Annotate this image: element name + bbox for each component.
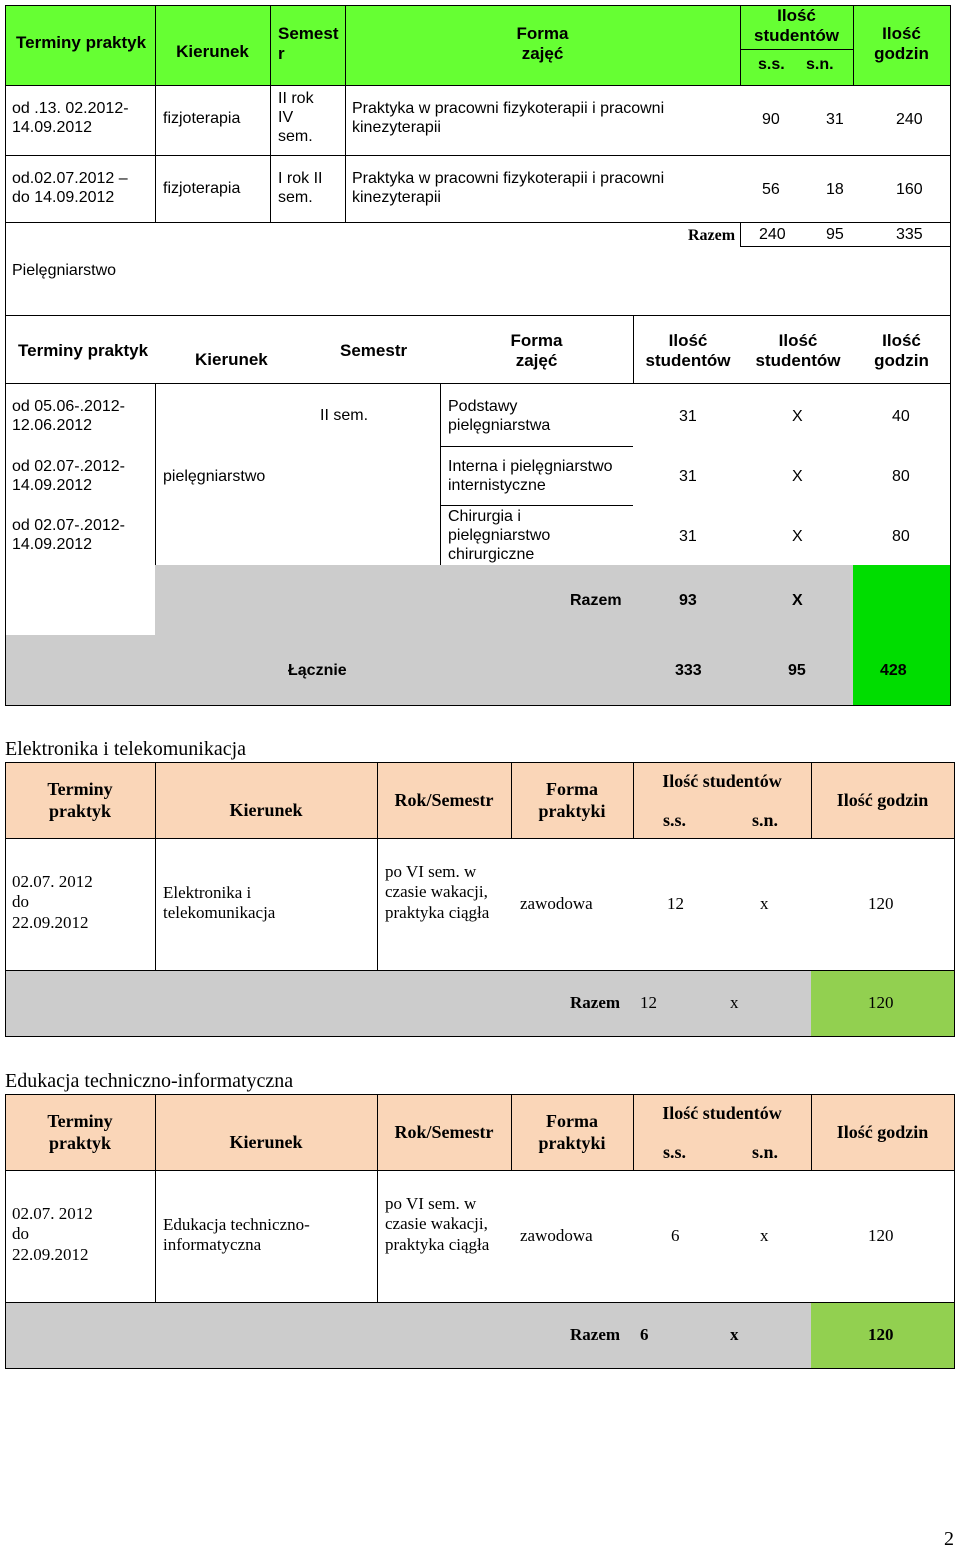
eti-razem-bg — [5, 1302, 811, 1368]
et-razem-ss: 12 — [640, 993, 657, 1012]
fizjo-row1-kierunek: fizjoterapia — [163, 110, 241, 127]
piel-razem-st1: 93 — [679, 592, 697, 609]
et-row-sn: x — [760, 894, 769, 913]
et-razem-bg — [5, 970, 811, 1036]
piel-razem-bg — [155, 565, 853, 705]
piel-razem-label: Razem — [570, 592, 622, 609]
piel-header-ilosc-studentow-1: Ilość studentów — [645, 331, 731, 371]
fizjo-row2-sn: 18 — [826, 181, 844, 198]
fizjo-row2-godzin: 160 — [896, 181, 923, 198]
piel-row3-st1: 31 — [679, 528, 697, 545]
piel-row3-st2: X — [792, 528, 803, 545]
piel-row1-forma: Podstawy pielęgniarstwa — [448, 398, 551, 435]
fizjo-row1-ss: 90 — [762, 111, 780, 128]
fizjo-razem-ss: 240 — [759, 226, 786, 243]
et-header-ss: s.s. — [663, 810, 687, 830]
page-number: 2 — [944, 1528, 954, 1550]
fizjo-razem-godzin: 335 — [896, 226, 923, 243]
fizjo-row2-forma: Praktyka w pracowni fizykoterapii i pracowni kinezyterapii — [352, 170, 665, 207]
piel-header-kierunek: Kierunek — [195, 350, 268, 369]
eti-title: Edukacja techniczno-informatyczna — [5, 1070, 294, 1092]
eti-razem-sn: x — [730, 1325, 739, 1344]
piel-green-cell — [853, 565, 950, 705]
piel-header-terminy: Terminy praktyk — [18, 341, 149, 360]
eti-header-rok: Rok/Semestr — [394, 1122, 494, 1142]
piel-lacznie-label: Łącznie — [288, 662, 347, 679]
piel-lacznie-st1: 333 — [675, 662, 702, 679]
fizjo-row2-kierunek: fizjoterapia — [163, 180, 241, 197]
eti-header-ilosc-godzin: Ilość godzin — [836, 1122, 929, 1142]
piel-razem-st2: X — [792, 592, 803, 609]
fizjo-header-terminy: Terminy praktyk — [16, 33, 147, 52]
piel-lacznie-st2: 95 — [788, 662, 806, 679]
piel-title: Pielęgniarstwo — [12, 262, 117, 279]
et-header-ilosc-studentow: Ilość studentów — [662, 771, 782, 791]
et-header-rok: Rok/Semestr — [394, 790, 494, 810]
et-title: Elektronika i telekomunikacja — [5, 738, 247, 760]
eti-header-terminy: Terminy praktyk — [47, 1111, 113, 1153]
et-header-forma: Forma praktyki — [538, 779, 606, 821]
et-header-terminy: Terminy praktyk — [47, 779, 113, 821]
eti-row-forma: zawodowa — [520, 1226, 593, 1245]
piel-header-ilosc-studentow-2: Ilość studentów — [755, 331, 841, 371]
piel-row1-godzin: 40 — [892, 408, 910, 425]
et-row-rok: po VI sem. w czasie wakacji, praktyka ciągła — [385, 862, 490, 922]
fizjo-header-kierunek: Kierunek — [176, 42, 249, 61]
eti-row-ss: 6 — [671, 1226, 680, 1245]
fizjo-razem-label: Razem — [688, 227, 736, 244]
fizjo-row2-ss: 56 — [762, 181, 780, 198]
piel-row1-st2: X — [792, 408, 803, 425]
et-row-godzin: 120 — [868, 894, 894, 913]
fizjo-row1-terminy: od .13. 02.2012- 14.09.2012 — [12, 100, 129, 137]
fizjo-row1-godzin: 240 — [896, 111, 923, 128]
fizjo-row1-sn: 31 — [826, 111, 844, 128]
fizjo-row1-semestr: II rok IV sem. — [278, 90, 314, 146]
eti-header-sn: s.n. — [752, 1142, 779, 1162]
eti-razem-label: Razem — [570, 1325, 621, 1344]
fizjo-header-forma: Forma zajęć — [516, 24, 569, 64]
piel-header-ilosc-godzin: Ilość godzin — [874, 331, 929, 371]
piel-header-semestr: Semestr — [340, 341, 408, 360]
eti-razem-ss: 6 — [640, 1325, 649, 1344]
piel-kierunek: pielęgniarstwo — [163, 468, 266, 485]
fizjo-header-ilosc-godzin: Ilość godzin — [874, 24, 929, 64]
et-razem-sn: x — [730, 993, 739, 1012]
fizjo-header-semestr: Semest r — [278, 24, 339, 64]
fizjo-row2-semestr: I rok II sem. — [278, 170, 323, 207]
fizjo-header-sn: s.n. — [806, 56, 834, 73]
eti-header-kierunek: Kierunek — [229, 1132, 303, 1152]
piel-row2-st1: 31 — [679, 468, 697, 485]
piel-row1-st1: 31 — [679, 408, 697, 425]
fizjo-header-ss: s.s. — [758, 56, 785, 73]
fizjo-header-ilosc-studentow: Ilość studentów — [754, 6, 839, 46]
piel-row3-terminy: od 02.07-.2012- 14.09.2012 — [12, 517, 125, 554]
piel-semestr: II sem. — [320, 407, 369, 424]
eti-razem-godzin: 120 — [868, 1325, 894, 1344]
eti-row-sn: x — [760, 1226, 769, 1245]
piel-row3-godzin: 80 — [892, 528, 910, 545]
piel-row1-terminy: od 05.06-.2012- 12.06.2012 — [12, 398, 125, 435]
piel-row2-st2: X — [792, 468, 803, 485]
et-row-kierunek: Elektronika i telekomunikacja — [163, 883, 276, 923]
piel-row2-forma: Interna i pielęgniarstwo internistyczne — [448, 458, 613, 495]
piel-row2-terminy: od 02.07-.2012- 14.09.2012 — [12, 458, 125, 495]
fizjo-row1-forma: Praktyka w pracowni fizykoterapii i pracowni kinezyterapii — [352, 100, 665, 137]
eti-header-ss: s.s. — [663, 1142, 687, 1162]
piel-lacznie-bg — [5, 635, 155, 705]
eti-row-terminy: 02.07. 2012 do 22.09.2012 — [12, 1204, 93, 1264]
et-row-terminy: 02.07. 2012 do 22.09.2012 — [12, 872, 93, 932]
et-header-kierunek: Kierunek — [229, 800, 303, 820]
et-razem-godzin: 120 — [868, 993, 894, 1012]
piel-header-forma: Forma zajęć — [510, 331, 563, 371]
fizjo-razem-sn: 95 — [826, 226, 844, 243]
piel-lacznie-godzin: 428 — [880, 662, 907, 679]
et-header-ilosc-godzin: Ilość godzin — [836, 790, 929, 810]
et-razem-label: Razem — [570, 993, 621, 1012]
eti-header-forma: Forma praktyki — [538, 1111, 606, 1153]
et-row-forma: zawodowa — [520, 894, 593, 913]
et-row-ss: 12 — [667, 894, 684, 913]
fizjo-row2-terminy: od.02.07.2012 – do 14.09.2012 — [12, 170, 128, 207]
eti-row-godzin: 120 — [868, 1226, 894, 1245]
eti-row-rok: po VI sem. w czasie wakacji, praktyka ciągła — [385, 1194, 490, 1254]
eti-header-ilosc-studentow: Ilość studentów — [662, 1103, 782, 1123]
piel-row3-forma: Chirurgia i pielęgniarstwo chirurgiczne — [448, 508, 551, 564]
piel-row2-godzin: 80 — [892, 468, 910, 485]
eti-row-kierunek: Edukacja techniczno- informatyczna — [163, 1215, 310, 1255]
et-header-sn: s.n. — [752, 810, 779, 830]
